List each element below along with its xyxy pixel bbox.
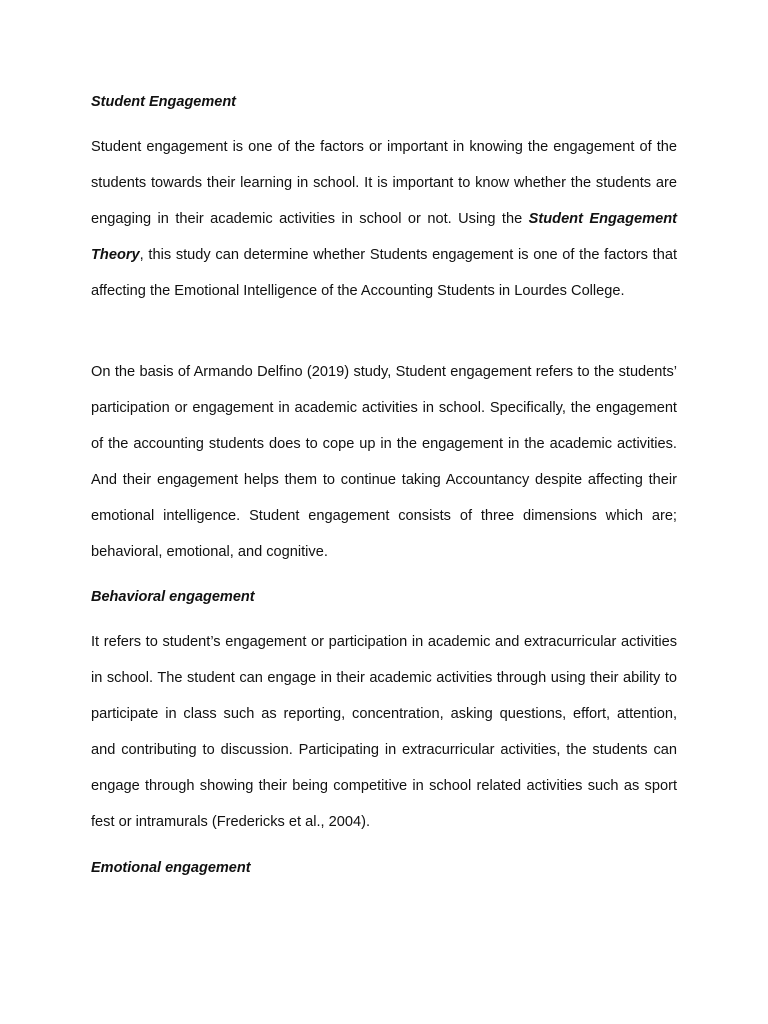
paragraph-student-engagement-intro bbox=[91, 130, 677, 310]
emphasis-student-engagement-theory: Student Engagement Theory bbox=[91, 210, 677, 263]
heading-emotional-engagement: Emotional engagement bbox=[91, 860, 251, 876]
paragraph-text: , this study can determine whether Students engagement is one of the factors that affecting the Emotional Intelligence of the Accounting Students in Lourdes College. bbox=[91, 246, 677, 299]
paragraph-delfino-study: On the basis of Armando Delfino (2019) study, Student engagement refers to the students’ participation or engagement in academic activities in school. Specifically, the engagement of the accounting students does to cope up in the engagement in the academic activities. And their engagement helps them to continue taking Accountancy despite affecting their emotional intelligence. Student engagement consists of three dimensions which are; behavioral, emotional, and cognitive. bbox=[91, 364, 677, 560]
heading-behavioral-engagement: Behavioral engagement bbox=[91, 589, 255, 605]
heading-student-engagement: Student Engagement bbox=[91, 94, 237, 110]
paragraph-behavioral-engagement: It refers to student’s engagement or participation in academic and extracurricular activities in school. The student can engage in their academic activities through using their ability to participate in class such as reporting, concentration, asking questions, effort, attention, and contributing to discussion. Participating in extracurricular activities, the students can engage through showing their being competitive in school related activities such as sport fest or intramurals (Fredericks et al., 2004). bbox=[91, 634, 677, 830]
paragraph-text: Student engagement is one of the factors or important in knowing the engagement of the students towards their learning in school. It is important to know whether the students are engaging in their academic activities in school or not. Using the bbox=[91, 139, 677, 227]
